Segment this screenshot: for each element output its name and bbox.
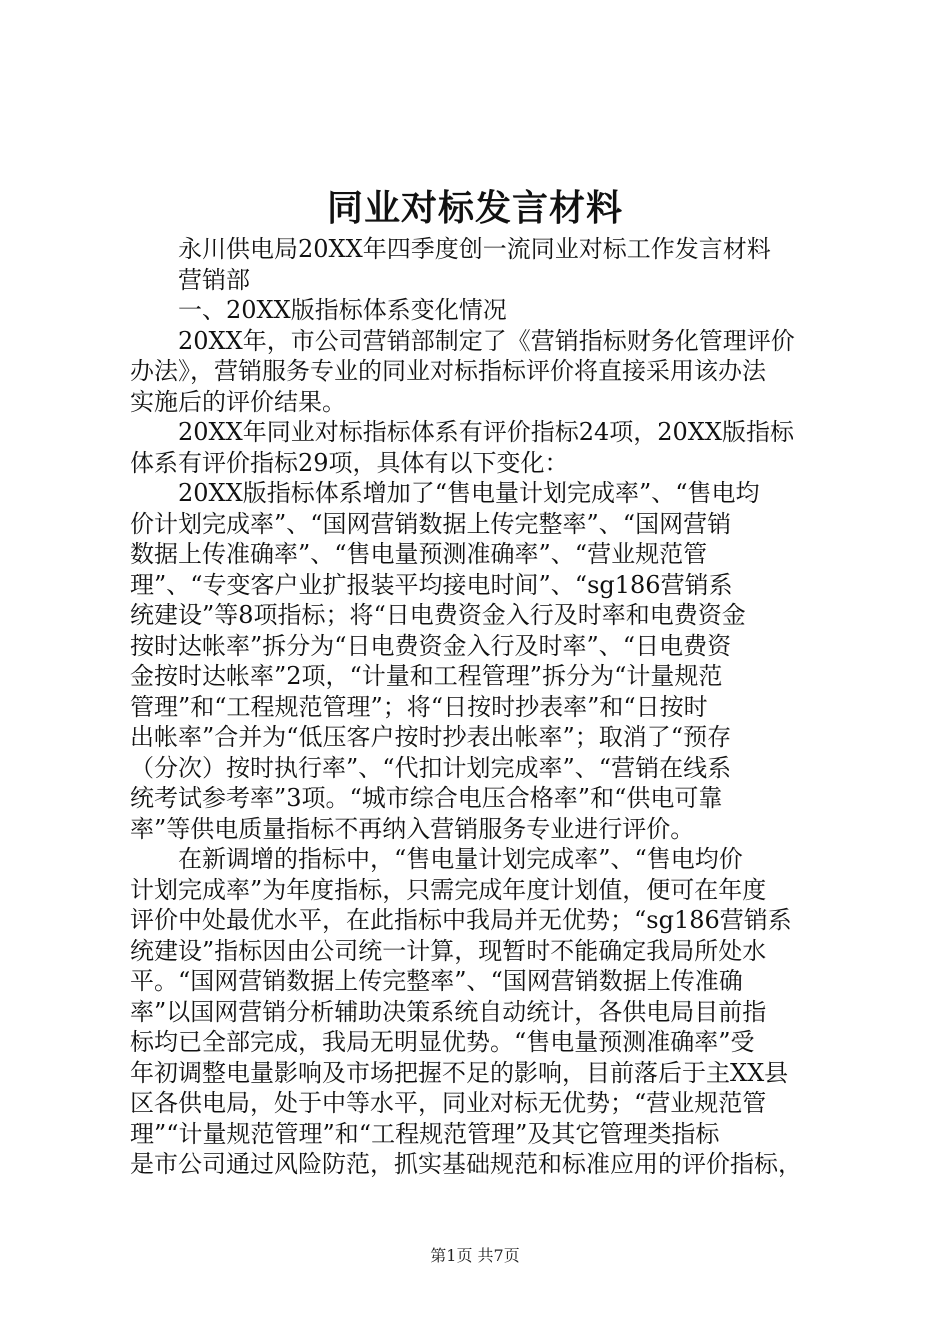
- body-line: 金按时达帐率”2项，“计量和工程管理”拆分为“计量规范: [130, 662, 723, 690]
- body-line: 按时达帐率”拆分为“日电费资金入行及时率”、“日电费资: [130, 631, 732, 660]
- body-line: 评价中处最优水平，在此指标中我局并无优势；“sg186营销系: [130, 906, 792, 934]
- document-title: 同业对标发言材料: [326, 187, 623, 229]
- body-line: 营销部: [178, 265, 250, 294]
- body-line: 办法》，营销服务专业的同业对标指标评价将直接采用该办法: [130, 357, 766, 385]
- body-line: 数据上传准确率”、“售电量预测准确率”、“营业规范管: [130, 540, 708, 568]
- body-line: 率”以国网营销分析辅助决策系统自动统计，各供电局目前指: [130, 997, 767, 1026]
- body-line: 统建设”指标因由公司统一计算，现暂时不能确定我局所处水: [130, 936, 767, 965]
- body-line: 理”、“专变客户业扩报装平均接电时间”、“sg186营销系: [130, 570, 733, 599]
- body-line: 价计划完成率”、“国网营销数据上传完整率”、“国网营销: [130, 509, 732, 538]
- body-line: 区各供电局，处于中等水平，同业对标无优势；“营业规范管: [130, 1089, 767, 1117]
- body-line: 统建设”等8项指标；将“日电费资金入行及时率和电费资金: [130, 601, 746, 629]
- body-line: 20XX年，市公司营销部制定了《营销指标财务化管理评价: [178, 326, 795, 355]
- body-line: 永川供电局20XX年四季度创一流同业对标工作发言材料: [178, 235, 771, 263]
- body-line: （分次）按时执行率”、“代扣计划完成率”、“营销在线系: [130, 753, 732, 782]
- body-line: 理”“计量规范管理”和“工程规范管理”及其它管理类指标: [130, 1119, 720, 1148]
- body-line: 率”等供电质量指标不再纳入营销服务专业进行评价。: [130, 814, 695, 843]
- body-line: 20XX版指标体系增加了“售电量计划完成率”、“售电均: [178, 479, 760, 507]
- body-line: 是市公司通过风险防范，抓实基础规范和标准应用的评价指标，: [130, 1150, 802, 1178]
- body-line: 实施后的评价结果。: [130, 387, 346, 416]
- body-line: 20XX年同业对标指标体系有评价指标24项，20XX版指标: [178, 418, 794, 446]
- body-line: 平。“国网营销数据上传完整率”、“国网营销数据上传准确: [130, 967, 743, 995]
- document-body: [130, 234, 830, 1180]
- body-line: 体系有评价指标29项，具体有以下变化：: [130, 448, 569, 477]
- body-line: 计划完成率”为年度指标，只需完成年度计划值，便可在年度: [130, 875, 767, 904]
- page-footer: 第1页 共7页: [430, 1246, 520, 1265]
- body-line: 管理”和“工程规范管理”；将“日按时抄表率”和“日按时: [130, 692, 708, 721]
- body-line: 在新调增的指标中，“售电量计划完成率”、“售电均价: [178, 845, 743, 873]
- body-line: 统考试参考率”3项。“城市综合电压合格率”和“供电可靠: [130, 784, 723, 812]
- body-line: 出帐率”合并为“低压客户按时抄表出帐率”；取消了“预存: [130, 723, 732, 751]
- body-line: 一、20XX版指标体系变化情况: [178, 296, 507, 324]
- body-line: 年初调整电量影响及市场把握不足的影响，目前落后于主XX县: [130, 1058, 789, 1087]
- body-line: 标均已全部完成，我局无明显优势。“售电量预测准确率”受: [130, 1028, 755, 1056]
